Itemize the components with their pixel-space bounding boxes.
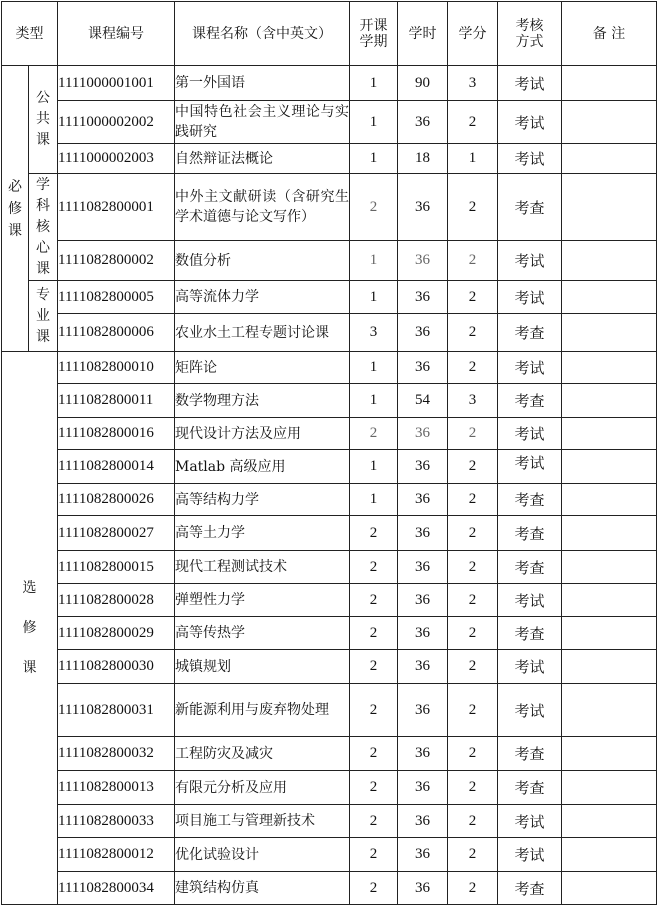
subcategory-public: 公 共 课: [29, 66, 58, 174]
course-exam: 考试: [498, 450, 562, 484]
table-row: [2, 418, 657, 450]
course-semester: 2: [350, 584, 398, 617]
course-credits: 2: [448, 805, 498, 838]
course-exam: 考查: [498, 314, 562, 352]
course-exam: 考试: [498, 838, 562, 872]
course-hours: 54: [398, 384, 448, 418]
table-row: [2, 144, 657, 174]
course-name: 中外主文献研读（含研究生学术道德与论文写作）: [175, 174, 350, 241]
course-semester: 1: [350, 66, 398, 101]
course-hours: 36: [398, 101, 448, 144]
course-remarks: [562, 551, 657, 584]
course-semester: 2: [350, 650, 398, 684]
table-row: [2, 174, 657, 241]
course-name: 城镇规划: [175, 650, 350, 684]
header-type: 类型: [2, 2, 58, 66]
course-hours: 36: [398, 418, 448, 450]
course-semester: 2: [350, 617, 398, 650]
course-hours: 36: [398, 484, 448, 516]
course-name: 矩阵论: [175, 352, 350, 384]
subcategory-major: 专 业 课: [29, 281, 58, 352]
course-name: 数值分析: [175, 241, 350, 281]
header-credits: 学分: [448, 2, 498, 66]
course-exam: 考试: [498, 66, 562, 101]
course-hours: 36: [398, 241, 448, 281]
course-semester: 2: [350, 418, 398, 450]
course-credits: 2: [448, 281, 498, 314]
course-semester: 2: [350, 174, 398, 241]
course-remarks: [562, 66, 657, 101]
course-name: 高等传热学: [175, 617, 350, 650]
table-row: [2, 384, 657, 418]
course-remarks: [562, 281, 657, 314]
course-name: 高等流体力学: [175, 281, 350, 314]
header-code: 课程编号: [58, 2, 175, 66]
course-code: 1111082800001: [58, 174, 175, 241]
course-hours: 36: [398, 314, 448, 352]
table-row: [2, 101, 657, 144]
table-row: [2, 241, 657, 281]
course-code: 1111082800028: [58, 584, 175, 617]
course-semester: 3: [350, 314, 398, 352]
header-name: 课程名称（含中英文）: [175, 2, 350, 66]
table-row: [2, 650, 657, 684]
table-row: [2, 617, 657, 650]
course-remarks: [562, 241, 657, 281]
course-name: 数学物理方法: [175, 384, 350, 418]
course-exam: 考试: [498, 352, 562, 384]
course-remarks: [562, 650, 657, 684]
course-remarks: [562, 684, 657, 737]
course-remarks: [562, 617, 657, 650]
course-credits: 2: [448, 352, 498, 384]
table-row: [2, 584, 657, 617]
course-name: 自然辩证法概论: [175, 144, 350, 174]
course-semester: 2: [350, 838, 398, 872]
course-credits: 2: [448, 450, 498, 484]
course-code: 1111082800012: [58, 838, 175, 872]
course-semester: 2: [350, 737, 398, 771]
course-exam: 考试: [498, 101, 562, 144]
table-row: [2, 684, 657, 737]
subcategory-core: 学 科 核 心 课: [29, 174, 58, 281]
course-code: 1111082800032: [58, 737, 175, 771]
table-row: [2, 314, 657, 352]
course-semester: 1: [350, 352, 398, 384]
course-credits: 1: [448, 144, 498, 174]
course-name: 现代设计方法及应用: [175, 418, 350, 450]
course-hours: 36: [398, 281, 448, 314]
course-credits: 2: [448, 241, 498, 281]
course-name: 优化试验设计: [175, 838, 350, 872]
course-exam: 考试: [498, 650, 562, 684]
course-exam: 考查: [498, 484, 562, 516]
course-credits: 2: [448, 484, 498, 516]
course-name: 建筑结构仿真: [175, 872, 350, 905]
course-remarks: [562, 384, 657, 418]
course-code: 1111082800014: [58, 450, 175, 484]
course-code: 1111082800031: [58, 684, 175, 737]
course-credits: 2: [448, 314, 498, 352]
course-semester: 2: [350, 551, 398, 584]
course-credits: 2: [448, 551, 498, 584]
course-credits: 2: [448, 684, 498, 737]
course-name: 高等结构力学: [175, 484, 350, 516]
course-name: 高等土力学: [175, 516, 350, 551]
course-credits: 3: [448, 66, 498, 101]
course-hours: 36: [398, 450, 448, 484]
table-row: [2, 551, 657, 584]
course-remarks: [562, 101, 657, 144]
course-remarks: [562, 872, 657, 905]
course-credits: 2: [448, 771, 498, 805]
course-credits: 2: [448, 174, 498, 241]
course-code: 1111082800011: [58, 384, 175, 418]
course-credits: 2: [448, 617, 498, 650]
course-remarks: [562, 484, 657, 516]
course-remarks: [562, 314, 657, 352]
table-row: [2, 516, 657, 551]
course-remarks: [562, 737, 657, 771]
course-name: 有限元分析及应用: [175, 771, 350, 805]
course-code: 1111000002002: [58, 101, 175, 144]
course-semester: 2: [350, 516, 398, 551]
course-exam: 考试: [498, 805, 562, 838]
course-name: 农业水土工程专题讨论课: [175, 314, 350, 352]
course-exam: 考试: [498, 281, 562, 314]
course-semester: 1: [350, 384, 398, 418]
course-code: 1111082800010: [58, 352, 175, 384]
course-code: 1111082800033: [58, 805, 175, 838]
course-code: 1111082800026: [58, 484, 175, 516]
course-remarks: [562, 771, 657, 805]
course-hours: 36: [398, 650, 448, 684]
course-credits: 2: [448, 584, 498, 617]
course-exam: 考查: [498, 737, 562, 771]
course-name: 项目施工与管理新技术: [175, 805, 350, 838]
course-credits: 2: [448, 516, 498, 551]
course-hours: 36: [398, 174, 448, 241]
course-table: [1, 1, 657, 905]
header-remarks: 备 注: [562, 2, 657, 66]
course-exam: 考查: [498, 516, 562, 551]
course-semester: 1: [350, 144, 398, 174]
course-hours: 18: [398, 144, 448, 174]
course-exam: 考查: [498, 872, 562, 905]
course-name: 第一外国语: [175, 66, 350, 101]
table-row: [2, 872, 657, 905]
course-name: Matlab 高级应用: [175, 450, 350, 484]
course-exam: 考试: [498, 584, 562, 617]
course-hours: 36: [398, 771, 448, 805]
course-remarks: [562, 584, 657, 617]
course-exam: 考查: [498, 384, 562, 418]
course-credits: 2: [448, 737, 498, 771]
course-remarks: [562, 352, 657, 384]
course-code: 1111000001001: [58, 66, 175, 101]
table-row: [2, 66, 657, 101]
course-exam: 考试: [498, 684, 562, 737]
course-code: 1111082800027: [58, 516, 175, 551]
course-exam: 考查: [498, 551, 562, 584]
course-remarks: [562, 418, 657, 450]
course-credits: 2: [448, 101, 498, 144]
course-hours: 36: [398, 838, 448, 872]
course-semester: 1: [350, 450, 398, 484]
course-hours: 36: [398, 516, 448, 551]
course-semester: 1: [350, 241, 398, 281]
table-row: [2, 737, 657, 771]
course-semester: 2: [350, 872, 398, 905]
course-hours: 36: [398, 872, 448, 905]
course-name: 现代工程测试技术: [175, 551, 350, 584]
header-exam: 考核 方式: [498, 2, 562, 66]
course-hours: 36: [398, 352, 448, 384]
course-hours: 36: [398, 617, 448, 650]
course-remarks: [562, 144, 657, 174]
table-row: [2, 838, 657, 872]
course-name: 中国特色社会主义理论与实践研究: [175, 101, 350, 144]
course-exam: 考试: [498, 144, 562, 174]
course-remarks: [562, 450, 657, 484]
course-exam: 考查: [498, 617, 562, 650]
course-code: 1111082800030: [58, 650, 175, 684]
course-credits: 2: [448, 650, 498, 684]
category-elective: 选 修 课: [2, 352, 58, 905]
course-credits: 2: [448, 418, 498, 450]
course-hours: 36: [398, 737, 448, 771]
course-remarks: [562, 174, 657, 241]
course-semester: 1: [350, 484, 398, 516]
course-hours: 36: [398, 805, 448, 838]
course-hours: 90: [398, 66, 448, 101]
course-semester: 1: [350, 101, 398, 144]
course-semester: 2: [350, 684, 398, 737]
course-code: 1111082800013: [58, 771, 175, 805]
course-hours: 36: [398, 584, 448, 617]
header-hours: 学时: [398, 2, 448, 66]
course-hours: 36: [398, 551, 448, 584]
table-row: [2, 771, 657, 805]
course-code: 1111082800006: [58, 314, 175, 352]
course-exam: 考试: [498, 241, 562, 281]
course-credits: 2: [448, 838, 498, 872]
course-remarks: [562, 516, 657, 551]
course-code: 1111000002003: [58, 144, 175, 174]
course-semester: 2: [350, 805, 398, 838]
course-name: 新能源利用与废弃物处理: [175, 684, 350, 737]
table-row: [2, 805, 657, 838]
course-name: 工程防灾及减灾: [175, 737, 350, 771]
header-row: [2, 2, 657, 66]
course-exam: 考查: [498, 771, 562, 805]
category-required: 必 修 课: [2, 66, 29, 352]
course-exam: 考试: [498, 418, 562, 450]
course-name: 弹塑性力学: [175, 584, 350, 617]
table-row: [2, 281, 657, 314]
course-code: 1111082800029: [58, 617, 175, 650]
course-remarks: [562, 838, 657, 872]
table-row: [2, 484, 657, 516]
course-code: 1111082800015: [58, 551, 175, 584]
course-semester: 1: [350, 281, 398, 314]
header-semester: 开课 学期: [350, 2, 398, 66]
course-semester: 2: [350, 771, 398, 805]
course-code: 1111082800016: [58, 418, 175, 450]
course-hours: 36: [398, 684, 448, 737]
course-credits: 2: [448, 872, 498, 905]
course-code: 1111082800002: [58, 241, 175, 281]
course-exam: 考查: [498, 174, 562, 241]
table-row: [2, 450, 657, 484]
course-credits: 3: [448, 384, 498, 418]
course-code: 1111082800034: [58, 872, 175, 905]
course-code: 1111082800005: [58, 281, 175, 314]
table-row: [2, 352, 657, 384]
course-remarks: [562, 805, 657, 838]
